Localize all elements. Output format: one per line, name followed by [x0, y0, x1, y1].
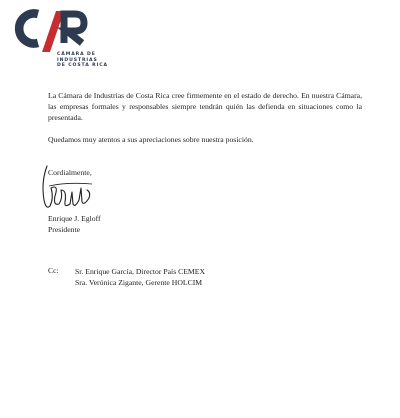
logo-subtitle-line-1: CÁMARA DE [57, 52, 96, 58]
cc-label: Cc: [48, 266, 59, 275]
body-paragraph-2: Quedamos muy atentos a sus apreciaciones sobre nuestra posición. [48, 135, 254, 144]
cc-recipient: Sra. Verónica Zigante, Gerente HOLCIM [75, 278, 203, 288]
logo-subtitle-line-2: INDUSTRIAS [57, 57, 98, 63]
closing-salutation: Cordialmente, [48, 168, 92, 177]
cicr-logo [12, 6, 122, 68]
signer-title: Presidente [48, 225, 81, 235]
cc-list [75, 266, 205, 288]
logo-subtitle-line-3: DE COSTA RICA [57, 62, 108, 68]
logo-subtitle [57, 47, 108, 68]
signer-name: Enrique J. Egloff [48, 214, 101, 223]
cc-recipient: Sr. Enrique García, Director País CEMEX [75, 267, 206, 276]
signer-block [48, 213, 101, 235]
body-paragraph-1: La Cámara de Industrias de Costa Rica cree firmemente en el estado de derecho. En nuestra Cámara, las empresas formales y responsables siempre tendrán quién las defienda en situaciones como la presentada. [48, 91, 362, 123]
